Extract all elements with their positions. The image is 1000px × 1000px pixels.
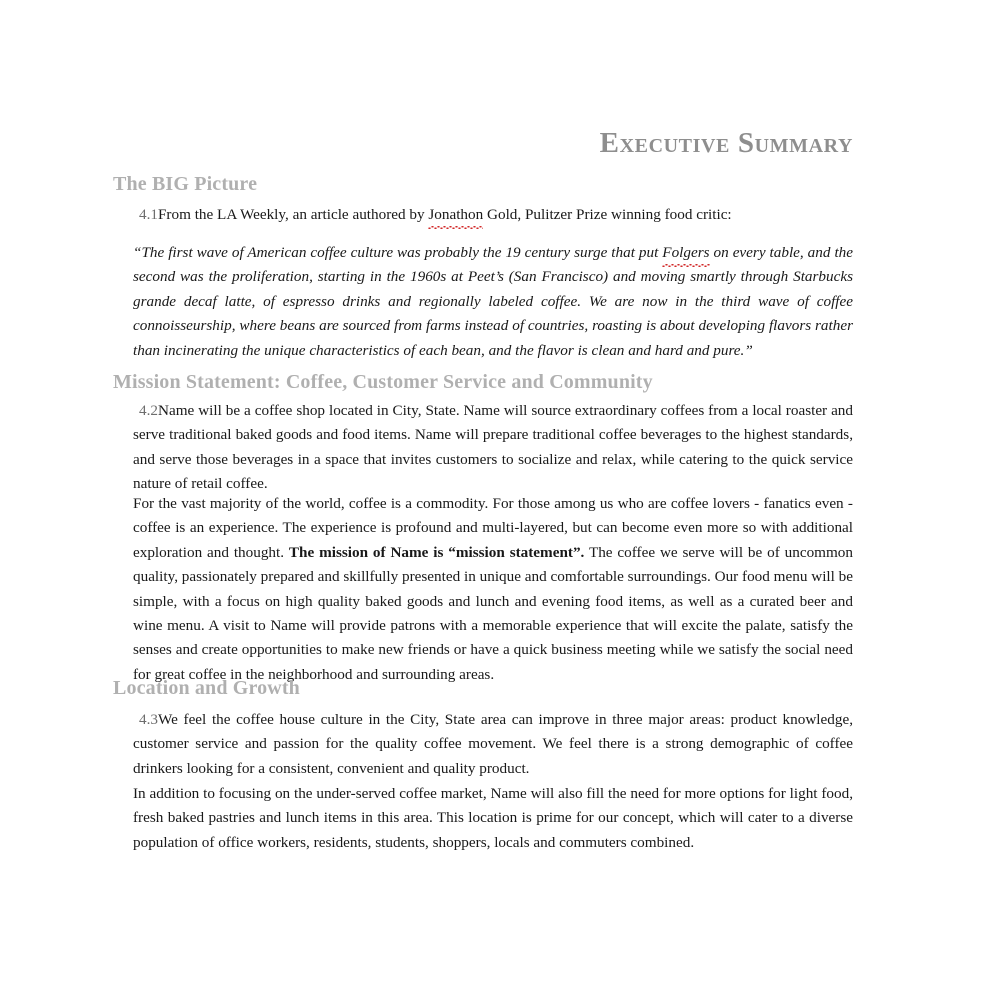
mission-statement-bold-phrase: The mission of Name is “mission statement”. — [288, 543, 585, 561]
paragraph-number-4-3: 4.3 — [139, 711, 158, 728]
paragraph-addition — [133, 782, 853, 855]
paragraph-4-2 — [133, 399, 853, 497]
paragraph-addition-text: In addition to focusing on the under-served coffee market, Name will also fill the need for more options for light food, fresh baked pastries and lunch items in this area. This location is prime for our concept, which will cater to a diverse population of office workers, residents, students, shoppers, locals and commuters combined. — [133, 785, 853, 851]
section-heading-mission-statement: Mission Statement: Coffee, Customer Service and Community — [113, 371, 653, 393]
blockquote-la-weekly — [133, 241, 853, 363]
section-heading-location-and-growth: Location and Growth — [113, 677, 300, 699]
paragraph-4-3-text: We feel the coffee house culture in the City, State area can improve in three major areas: product knowledge, customer service and passion for the quality coffee movement. We feel there is a strong demographic of coffee drinkers looking for a consistent, convenient and quality product. — [133, 711, 853, 777]
quote-text-part-2: on every table, and the second was the proliferation, starting in the 1960s at Peet’s (San Francisco) and moving smartly through Starbucks grande decaf latte, of espresso drinks and regionally labeled coffee. We are now in the third wave of coffee connoisseurship, where beans are sourced from farms instead of countries, roasting is about developing flavors rather than incinerating the unique characteristics of each bean, and the flavor is clean and hard and pure.” — [133, 244, 853, 359]
paragraph-4-3 — [133, 708, 853, 781]
paragraph-commodity-text-after-bold: The coffee we serve will be of uncommon quality, passionately prepared and skillfully presented in unique and comfortable surroundings. Our food menu will be simple, with a focus on high quality baked goods and lunch and evening food items, as well as a curated beer and wine menu. A visit to Name will provide patrons with a memorable experience that will excite the palate, satisfy the senses and create opportunities to make new friends or have a quick business meeting while we satisfy the social need for great coffee in the neighborhood and surrounding areas. — [133, 543, 853, 683]
paragraph-commodity — [133, 492, 853, 687]
quote-text-part-1: “The first wave of American coffee culture was probably the 19 century surge that put — [133, 244, 663, 261]
paragraph-4-1-text-after: Gold, Pulitzer Prize winning food critic: — [483, 206, 732, 223]
misspelled-word-folgers[interactable]: Folgers — [662, 241, 709, 265]
paragraph-4-1-text-before: From the LA Weekly, an article authored by — [157, 206, 429, 223]
paragraph-4-2-text: Name will be a coffee shop located in City, State. Name will source extraordinary coffees from a local roaster and serve traditional baked goods and food items. Name will prepare traditional coffee beverages to the highest standards, and serve those beverages in a space that invites customers to socialize and relax, while catering to the quick service nature of retail coffee. — [133, 402, 853, 493]
paragraph-commodity-text-before-bold: For the vast majority of the world, coffee is a commodity. For those among us who are coffee lovers - fanatics even - coffee is an experience. The experience is profound and multi-layered, but can become even more so with additional exploration and thought. — [133, 495, 853, 561]
paragraph-number-4-1: 4.1 — [139, 206, 158, 223]
section-heading-big-picture: The BIG Picture — [113, 173, 258, 195]
paragraph-number-4-2: 4.2 — [139, 402, 158, 419]
misspelled-word-jonathon[interactable]: Jonathon — [428, 203, 483, 227]
page-title: Executive Summary — [599, 127, 853, 159]
paragraph-4-1 — [133, 203, 853, 227]
